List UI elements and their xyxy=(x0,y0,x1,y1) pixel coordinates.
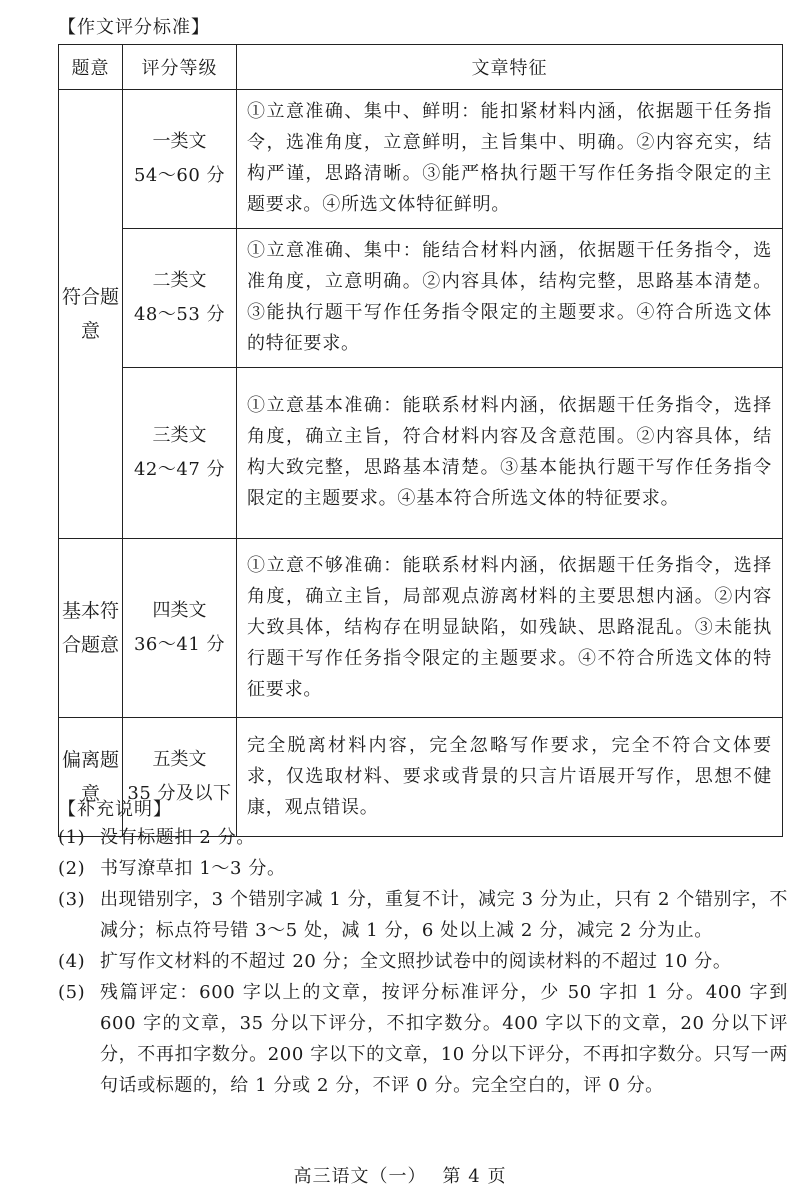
table-row xyxy=(59,229,783,368)
note-text: 出现错别字，3 个错别字减 1 分，重复不计，减完 3 分为止，只有 2 个错别字，不减分；标点符号错 3～5 处，减 1 分，6 处以上减 2 分，减完 2 分为止。 xyxy=(100,889,788,941)
grade-description: ①立意不够准确：能联系材料内涵，依据题干任务指令，选择角度，确立主旨，局部观点游离材料的主要思想内涵。②内容大致具体，结构存在明显缺陷，如残缺、思路混乱。③未能执行题干写作任务指令限定的主题要求。④不符合所选文体的特征要求。 xyxy=(237,539,783,718)
note-number: (5) xyxy=(58,982,86,1003)
list-item xyxy=(58,946,788,977)
list-item xyxy=(58,853,788,884)
page-footer xyxy=(0,1162,800,1188)
grade-range: 42～47 分 xyxy=(133,459,226,480)
category-mostly-on-topic: 基本符合题意 xyxy=(59,539,123,718)
grade-cell xyxy=(123,368,237,539)
list-item xyxy=(58,977,788,1101)
header-grade-level: 评分等级 xyxy=(123,45,237,90)
section-title-scoring-standard: 【作文评分标准】 xyxy=(58,17,210,38)
header-features: 文章特征 xyxy=(237,45,783,90)
supplementary-notes-list xyxy=(58,822,788,1101)
grade-description: ①立意基本准确：能联系材料内涵，依据题干任务指令，选择角度，确立主旨，符合材料内容及含意范围。②内容具体，结构大致完整，思路基本清楚。③基本能执行题干写作任务指令限定的主题要求。④基本符合所选文体的特征要求。 xyxy=(237,368,783,539)
note-text: 没有标题扣 2 分。 xyxy=(100,827,255,848)
grade-name: 五类文 xyxy=(152,749,207,770)
grade-range: 35 分及以下 xyxy=(127,783,232,804)
grade-cell xyxy=(123,229,237,368)
grade-range: 54～60 分 xyxy=(133,165,226,186)
category-off-topic: 偏离题意 xyxy=(59,718,123,837)
grade-cell xyxy=(123,539,237,718)
grade-name: 三类文 xyxy=(152,425,207,446)
scoring-rubric-table xyxy=(58,44,783,837)
list-item xyxy=(58,822,788,853)
grade-range: 48～53 分 xyxy=(133,304,226,325)
table-row xyxy=(59,539,783,718)
note-text: 书写潦草扣 1～3 分。 xyxy=(100,858,286,879)
note-number: (4) xyxy=(58,951,86,972)
footer-page-number: 第 4 页 xyxy=(442,1166,507,1187)
note-number: (2) xyxy=(58,858,86,879)
table-row xyxy=(59,90,783,229)
note-text: 扩写作文材料的不超过 20 分；全文照抄试卷中的阅读材料的不超过 10 分。 xyxy=(100,951,732,972)
grade-name: 一类文 xyxy=(152,131,207,152)
grade-range: 36～41 分 xyxy=(133,634,226,655)
note-number: (1) xyxy=(58,827,86,848)
table-header-row xyxy=(59,45,783,90)
grade-name: 四类文 xyxy=(152,600,207,621)
note-number: (3) xyxy=(58,889,86,910)
note-text: 残篇评定：600 字以上的文章，按评分标准评分，少 50 字扣 1 分。400 字到 600 字的文章，35 分以下评分，不扣字数分。400 字以下的文章，20 分以下评分，不再扣字数分。200 字以下的文章，10 分以下评分，不再扣字数分。只写一两句话或标题的，给 1 分或 2 分，不评 0 分。完全空白的，评 0 分。 xyxy=(100,982,788,1096)
category-on-topic: 符合题意 xyxy=(59,90,123,539)
list-item xyxy=(58,884,788,946)
table-row xyxy=(59,368,783,539)
section-title-supplementary-notes: 【补充说明】 xyxy=(58,799,172,820)
grade-cell xyxy=(123,90,237,229)
footer-subject: 高三语文（一） xyxy=(293,1166,427,1187)
grade-description: ①立意准确、集中：能结合材料内涵，依据题干任务指令，选准角度，立意明确。②内容具体，结构完整，思路基本清楚。③能执行题干写作任务指令限定的主题要求。④符合所选文体的特征要求。 xyxy=(237,229,783,368)
grade-name: 二类文 xyxy=(152,270,207,291)
grade-description: 完全脱离材料内容，完全忽略写作要求，完全不符合文体要求，仅选取材料、要求或背景的只言片语展开写作，思想不健康，观点错误。 xyxy=(237,718,783,837)
grade-description: ①立意准确、集中、鲜明：能扣紧材料内涵，依据题干任务指令，选准角度，立意鲜明，主旨集中、明确。②内容充实，结构严谨，思路清晰。③能严格执行题干写作任务指令限定的主题要求。④所选文体特征鲜明。 xyxy=(237,90,783,229)
header-topic: 题意 xyxy=(59,45,123,90)
